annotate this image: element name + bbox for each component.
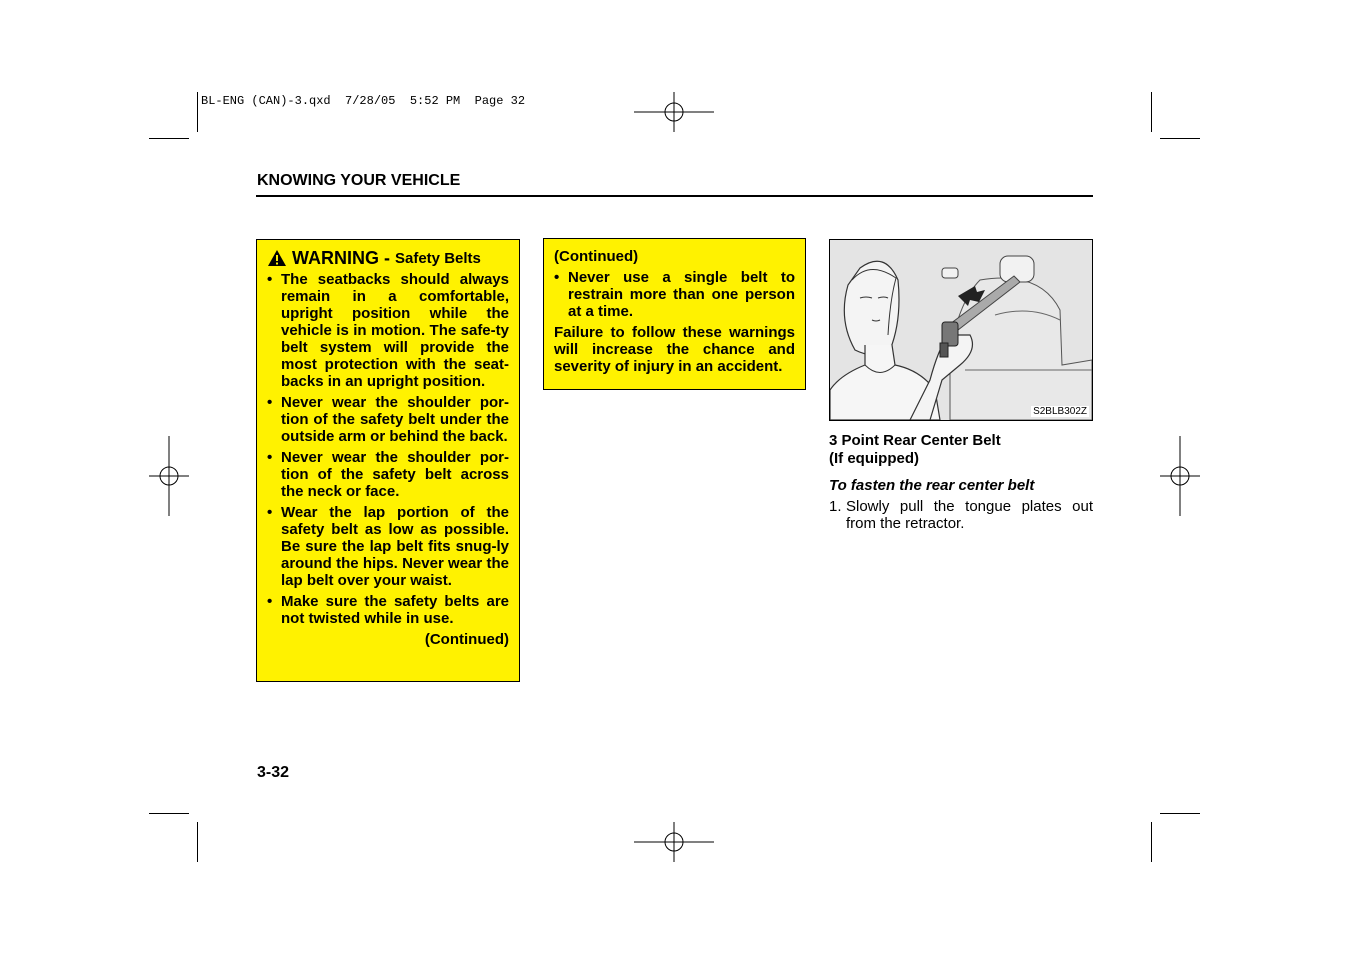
crop-mark <box>149 138 189 139</box>
step-item <box>829 498 1093 532</box>
warning-box <box>256 239 520 682</box>
caption-note: (If equipped) <box>829 450 919 467</box>
registration-mark <box>1160 436 1200 516</box>
warning-title <box>267 249 509 267</box>
registration-mark <box>634 822 714 862</box>
section-header: KNOWING YOUR VEHICLE <box>257 172 461 189</box>
continued-label: (Continued) <box>424 631 509 648</box>
warning-icon <box>267 249 287 267</box>
caption-title: 3 Point Rear Center Belt <box>829 432 1001 449</box>
seatbelt-illustration <box>829 239 1093 421</box>
warning-list <box>267 271 509 627</box>
registration-mark <box>149 436 189 516</box>
list-item: • Never wear the shoulder por-tion of the safety belt under the outside arm or behind the back. <box>267 394 509 445</box>
crop-mark <box>149 813 189 814</box>
figure-caption <box>829 432 1093 468</box>
list-item: • Make sure the safety belts are not twisted while in use. <box>267 593 509 627</box>
step-text: Slowly pull the tongue plates out from the retractor. <box>846 498 1093 532</box>
crop-mark <box>1151 822 1152 862</box>
file-slug: BL-ENG (CAN)-3.qxd 7/28/05 5:52 PM Page 32 <box>201 94 526 108</box>
step-number: 1. <box>829 498 842 515</box>
crop-mark <box>197 92 198 132</box>
list-item: • The seatbacks should always remain in a comfortable, upright position while the vehicle is in motion. The safe-ty belt system will provide the most protection with the seat-backs in an upright position. <box>267 271 509 390</box>
crop-mark <box>197 822 198 862</box>
continued-list <box>554 269 795 320</box>
continued-box <box>543 238 806 390</box>
registration-mark <box>634 92 714 132</box>
figure-code: S2BLB302Z <box>1033 406 1087 417</box>
page-number: 3-32 <box>257 764 290 781</box>
warning-subtitle: Safety Belts <box>395 249 481 267</box>
list-item: • Never wear the shoulder por-tion of the safety belt across the neck or face. <box>267 449 509 500</box>
warning-label: WARNING - <box>292 247 390 268</box>
procedure-heading: To fasten the rear center belt <box>829 477 1035 494</box>
warning-note: Failure to follow these warnings will increase the chance and severity of injury in an accident. <box>554 324 795 375</box>
list-item: • Never use a single belt to restrain more than one person at a time. <box>554 269 795 320</box>
list-item: • Wear the lap portion of the safety belt as low as possible. Be sure the lap belt fits snug-ly around the hips. Never wear the lap belt over your waist. <box>267 504 509 589</box>
header-rule <box>256 195 1093 197</box>
crop-mark <box>1160 138 1200 139</box>
continued-heading: (Continued) <box>554 248 639 265</box>
crop-mark <box>1160 813 1200 814</box>
crop-mark <box>1151 92 1152 132</box>
seatbelt-drawing <box>830 240 1092 420</box>
